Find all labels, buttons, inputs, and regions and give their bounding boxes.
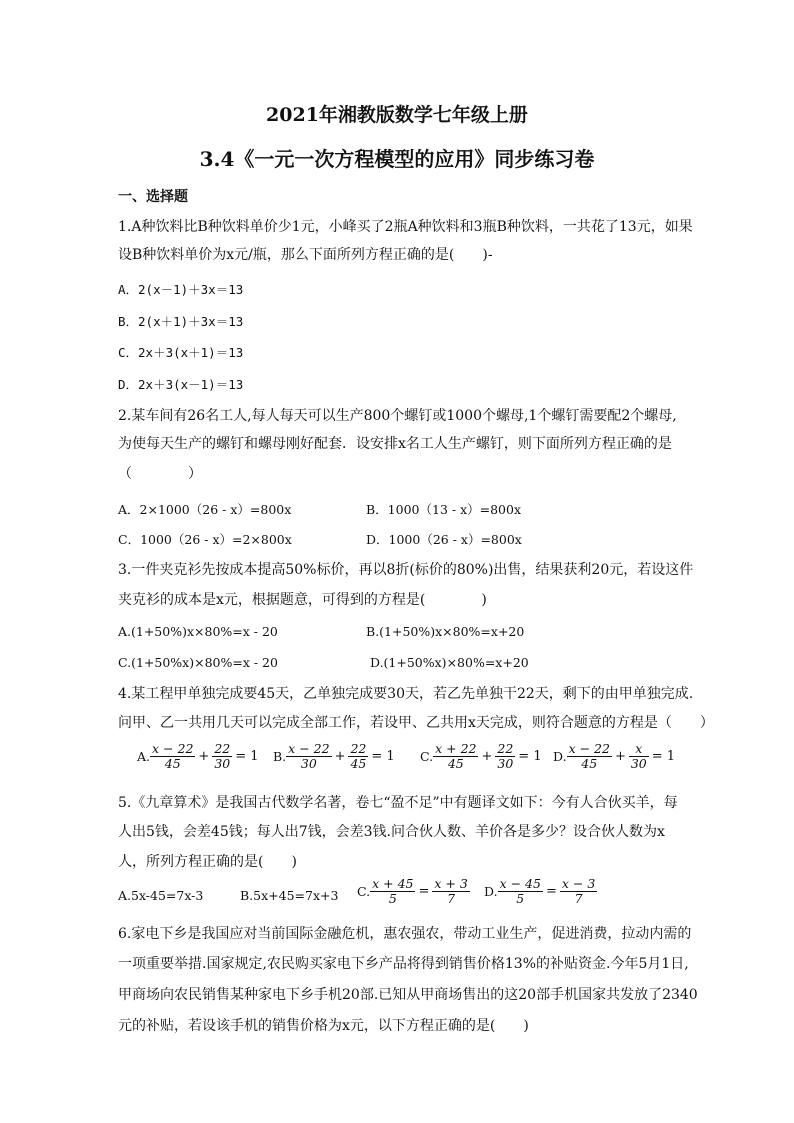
question-1-option-b: B．2(x＋1)＋3x＝13: [118, 314, 244, 329]
question-4-option-a: A. $\frac{x - 22}{45}$ + $\frac{22}{30}$ = 1: [137, 741, 259, 771]
question-1-line-2: 设B种饮料单价为x元/瓶，那么下面所列方程正确的是( )-: [118, 247, 493, 263]
question-2-line-2: 为使每天生产的螺钉和螺母刚好配套．设安排x名工人生产螺钉，则下面所列方程正确的是: [118, 436, 672, 452]
question-2-option-b: B．1000（13 - x）=800x: [366, 502, 522, 517]
question-5-line-3: 人，所列方程正确的是( ): [118, 854, 297, 870]
document-title: 2021年湘教版数学七年级上册: [266, 104, 528, 126]
question-4-option-d: D. $\frac{x - 22}{45}$ + $\frac{x}{30}$ = 1: [553, 741, 676, 771]
question-3-option-c: C.(1+50%x)×80%=x - 20: [118, 655, 278, 670]
question-3-option-a: A.(1+50%)x×80%=x - 20: [118, 624, 278, 639]
question-6-line-2: 一项重要举措.国家规定,农民购买家电下乡产品将得到销售价格13%的补贴资金.今年5月1日,: [118, 956, 689, 972]
question-1-line-1: 1.A种饮料比B种饮料单价少1元，小峰买了2瓶A种饮料和3瓶B种饮料，一共花了13元，如果: [118, 219, 693, 235]
question-3-option-b: B.(1+50%)x×80%=x+20: [366, 624, 525, 639]
question-2-line-1: 2.某车间有26名工人,每人每天可以生产800个螺钉或1000个螺母,1个螺钉需要配2个螺母,: [118, 408, 677, 424]
question-5-option-a: A.5x-45=7x-3: [118, 888, 204, 903]
question-1-option-c: C．2x＋3(x＋1)＝13: [118, 345, 244, 360]
question-2-line-3: （ ）: [118, 466, 202, 482]
question-2-option-d: D．1000（26 - x）=800x: [366, 532, 522, 547]
question-1-option-a: A．2(x－1)＋3x＝13: [118, 282, 244, 297]
question-2-option-c: C．1000（26 - x）=2×800x: [118, 532, 292, 547]
question-3-line-1: 3.一件夹克衫先按成本提高50%标价，再以8折(标价的80%)出售，结果获利20元，若设这件: [118, 562, 694, 578]
question-4-option-c: C. $\frac{x + 22}{45}$ + $\frac{22}{30}$ = 1: [420, 741, 542, 771]
question-1-option-d: D．2x＋3(x－1)＝13: [118, 377, 244, 392]
question-4-option-b: B. $\frac{x - 22}{30}$ + $\frac{22}{45}$ = 1: [273, 741, 395, 771]
question-3-line-2: 夹克衫的成本是x元，根据题意，可得到的方程是( ): [118, 592, 487, 608]
question-6-line-4: 元的补贴，若设该手机的销售价格为x元，以下方程正确的是( ): [118, 1018, 529, 1034]
question-3-option-d: D.(1+50%x)×80%=x+20: [370, 655, 529, 670]
question-5-option-c: C. $\frac{x + 45}{5}$ = $\frac{x + 3}{7}$: [357, 876, 468, 906]
question-6-line-1: 6.家电下乡是我国应对当前国际金融危机，惠农强农，带动工业生产，促进消费，拉动内需的: [118, 926, 692, 942]
document-subtitle: 3.4《一元一次方程模型的应用》同步练习卷: [199, 147, 595, 171]
question-4-line-2: 问甲、乙一共用几天可以完成全部工作，若设甲、乙共用x天完成，则符合题意的方程是（ ）: [118, 715, 714, 731]
question-5-line-1: 5.《九章算术》是我国古代数学名著，卷七“盈不足”中有题译文如下：今有人合伙买羊，每: [118, 795, 678, 811]
question-5-option-d: D. $\frac{x - 45}{5}$ = $\frac{x - 3}{7}$: [484, 876, 596, 906]
question-4-line-1: 4.某工程甲单独完成要45天，乙单独完成要30天，若乙先单独干22天，剩下的由甲单独完成.: [118, 686, 694, 702]
question-5-option-b: B.5x+45=7x+3: [240, 888, 339, 903]
question-5-line-2: 人出5钱，会差45钱；每人出7钱，会差3钱.问合伙人数、羊价各是多少？设合伙人数为x: [118, 824, 665, 840]
question-2-option-a: A．2×1000（26 - x）=800x: [118, 502, 292, 517]
question-6-line-3: 甲商场向农民销售某种家电下乡手机20部.已知从甲商场售出的这20部手机国家共发放了2340: [118, 987, 698, 1003]
section-heading: 一、选择题: [118, 189, 188, 205]
